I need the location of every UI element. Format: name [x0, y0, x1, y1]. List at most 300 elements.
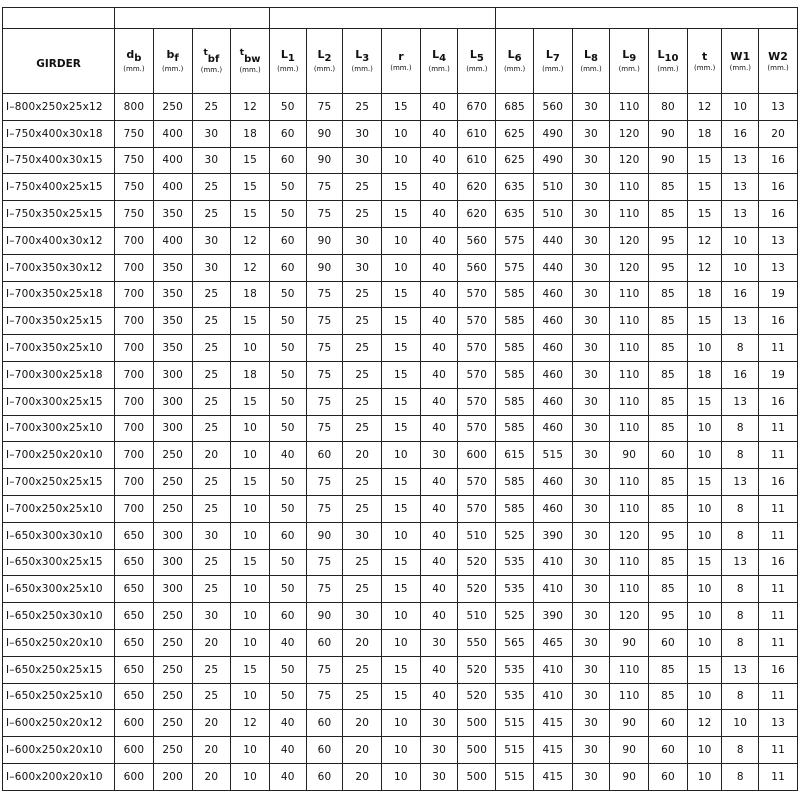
girder-designation-cell: I–750x400x25x15 — [3, 174, 115, 201]
dimension-cell: 25 — [343, 656, 382, 683]
dimension-cell: 440 — [533, 227, 572, 254]
header-symbol: r — [398, 49, 404, 63]
dimension-cell: 30 — [343, 603, 382, 630]
dimension-cell: 85 — [649, 656, 688, 683]
dimension-cell: 15 — [382, 549, 421, 576]
dimension-cell: 650 — [115, 683, 154, 710]
dimension-cell: 25 — [192, 361, 231, 388]
header-unit: (mm.) — [428, 65, 450, 73]
dimension-cell: 12 — [687, 94, 722, 121]
girder-designation-cell: I–700x300x25x10 — [3, 415, 115, 442]
header-girder: GIRDER — [3, 29, 115, 94]
dimension-cell: 30 — [572, 174, 610, 201]
dimension-cell: 60 — [306, 710, 343, 737]
dimension-cell: 415 — [533, 763, 572, 790]
table-row — [3, 737, 798, 764]
dimension-cell: 16 — [759, 388, 798, 415]
dimension-cell: 30 — [420, 442, 458, 469]
dimension-cell: 13 — [722, 174, 759, 201]
dimension-cell: 12 — [231, 710, 270, 737]
girder-designation-cell: I–650x250x20x10 — [3, 629, 115, 656]
dimension-cell: 10 — [231, 603, 270, 630]
dimension-cell: 520 — [458, 576, 496, 603]
dimension-cell: 10 — [687, 603, 722, 630]
dimension-cell: 700 — [115, 495, 154, 522]
table-row — [3, 174, 798, 201]
dimension-cell: 110 — [610, 415, 649, 442]
dimension-cell: 10 — [231, 522, 270, 549]
dimension-cell: 400 — [153, 120, 192, 147]
dimension-cell: 16 — [759, 656, 798, 683]
dimension-cell: 10 — [687, 335, 722, 362]
dimension-cell: 75 — [306, 683, 343, 710]
table-row — [3, 227, 798, 254]
header-col-10 — [458, 29, 496, 94]
dimension-cell: 25 — [343, 94, 382, 121]
header-unit: (mm.) — [239, 66, 261, 74]
dimension-cell: 10 — [382, 442, 421, 469]
dimension-cell: 16 — [759, 469, 798, 496]
dimension-cell: 19 — [759, 281, 798, 308]
dimension-cell: 30 — [572, 94, 610, 121]
dimension-cell: 10 — [231, 737, 270, 764]
dimension-cell: 585 — [496, 361, 534, 388]
dimension-cell: 30 — [572, 227, 610, 254]
dimension-cell: 25 — [192, 415, 231, 442]
dimension-cell: 11 — [759, 442, 798, 469]
dimension-cell: 585 — [496, 308, 534, 335]
dimension-cell: 30 — [572, 522, 610, 549]
table-row — [3, 763, 798, 790]
girder-designation-cell: I–750x350x25x15 — [3, 201, 115, 228]
header-col-18 — [759, 29, 798, 94]
dimension-cell: 30 — [572, 120, 610, 147]
dimension-cell: 60 — [649, 763, 688, 790]
header-symbol: bf — [166, 48, 179, 64]
girder-designation-cell: I–800x250x25x12 — [3, 94, 115, 121]
dimension-cell: 13 — [722, 656, 759, 683]
dimension-cell: 30 — [420, 763, 458, 790]
dimension-cell: 525 — [496, 603, 534, 630]
dimension-cell: 25 — [192, 576, 231, 603]
dimension-cell: 60 — [269, 227, 306, 254]
dimension-cell: 585 — [496, 388, 534, 415]
dimension-cell: 570 — [458, 335, 496, 362]
dimension-cell: 11 — [759, 683, 798, 710]
dimension-cell: 30 — [572, 254, 610, 281]
dimension-cell: 30 — [572, 763, 610, 790]
dimension-cell: 40 — [420, 549, 458, 576]
dimension-cell: 750 — [115, 201, 154, 228]
dimension-cell: 510 — [458, 522, 496, 549]
dimension-cell: 440 — [533, 254, 572, 281]
dimension-cell: 700 — [115, 361, 154, 388]
dimension-cell: 25 — [343, 174, 382, 201]
group-cell-flange-plate — [496, 8, 798, 29]
dimension-cell: 15 — [231, 147, 270, 174]
dimension-cell: 40 — [420, 683, 458, 710]
dimension-cell: 15 — [382, 281, 421, 308]
dimension-cell: 75 — [306, 388, 343, 415]
dimension-cell: 15 — [687, 469, 722, 496]
dimension-cell: 585 — [496, 415, 534, 442]
dimension-cell: 110 — [610, 201, 649, 228]
dimension-cell: 60 — [306, 629, 343, 656]
dimension-cell: 30 — [572, 710, 610, 737]
dimension-cell: 250 — [153, 737, 192, 764]
dimension-cell: 615 — [496, 442, 534, 469]
dimension-cell: 10 — [382, 522, 421, 549]
dimension-cell: 50 — [269, 308, 306, 335]
dimension-cell: 10 — [231, 683, 270, 710]
dimension-cell: 250 — [153, 495, 192, 522]
dimension-cell: 25 — [192, 281, 231, 308]
dimension-cell: 515 — [496, 763, 534, 790]
dimension-cell: 415 — [533, 710, 572, 737]
dimension-cell: 535 — [496, 576, 534, 603]
dimension-cell: 85 — [649, 174, 688, 201]
table-row — [3, 710, 798, 737]
dimension-cell: 40 — [420, 201, 458, 228]
dimension-cell: 15 — [231, 388, 270, 415]
dimension-cell: 75 — [306, 174, 343, 201]
dimension-cell: 490 — [533, 120, 572, 147]
dimension-cell: 30 — [343, 120, 382, 147]
girder-designation-cell: I–700x350x30x12 — [3, 254, 115, 281]
dimension-cell: 40 — [420, 94, 458, 121]
dimension-cell: 15 — [382, 201, 421, 228]
dimension-cell: 40 — [420, 469, 458, 496]
dimension-cell: 30 — [343, 254, 382, 281]
girder-dimension-table — [2, 7, 798, 791]
dimension-cell: 650 — [115, 576, 154, 603]
dimension-cell: 10 — [687, 576, 722, 603]
dimension-cell: 200 — [153, 763, 192, 790]
dimension-cell: 30 — [572, 656, 610, 683]
dimension-cell: 90 — [306, 522, 343, 549]
dimension-cell: 700 — [115, 281, 154, 308]
dimension-cell: 40 — [420, 388, 458, 415]
header-col-2 — [153, 29, 192, 94]
header-col-13 — [572, 29, 610, 94]
dimension-cell: 390 — [533, 603, 572, 630]
dimension-cell: 120 — [610, 147, 649, 174]
dimension-cell: 410 — [533, 656, 572, 683]
dimension-cell: 625 — [496, 120, 534, 147]
dimension-cell: 15 — [382, 308, 421, 335]
header-unit: (mm.) — [542, 65, 564, 73]
girder-designation-cell: I–600x200x20x10 — [3, 763, 115, 790]
dimension-cell: 110 — [610, 174, 649, 201]
dimension-cell: 460 — [533, 388, 572, 415]
header-symbol: L9 — [622, 48, 637, 64]
dimension-cell: 460 — [533, 281, 572, 308]
dimension-cell: 10 — [231, 495, 270, 522]
dimension-cell: 700 — [115, 442, 154, 469]
dimension-cell: 60 — [649, 442, 688, 469]
dimension-cell: 460 — [533, 335, 572, 362]
dimension-cell: 60 — [649, 629, 688, 656]
dimension-cell: 585 — [496, 335, 534, 362]
dimension-cell: 75 — [306, 201, 343, 228]
dimension-cell: 12 — [231, 254, 270, 281]
dimension-cell: 12 — [687, 227, 722, 254]
dimension-cell: 30 — [192, 227, 231, 254]
header-symbol: $^t$bf — [203, 48, 220, 65]
dimension-cell: 11 — [759, 415, 798, 442]
dimension-cell: 110 — [610, 683, 649, 710]
dimension-cell: 30 — [192, 120, 231, 147]
dimension-cell: 15 — [231, 656, 270, 683]
dimension-cell: 20 — [192, 442, 231, 469]
dimension-cell: 8 — [722, 442, 759, 469]
dimension-cell: 85 — [649, 576, 688, 603]
dimension-cell: 110 — [610, 308, 649, 335]
dimension-cell: 15 — [687, 201, 722, 228]
dimension-cell: 11 — [759, 335, 798, 362]
dimension-cell: 20 — [759, 120, 798, 147]
dimension-cell: 15 — [382, 469, 421, 496]
dimension-cell: 110 — [610, 361, 649, 388]
table-row — [3, 469, 798, 496]
dimension-cell: 90 — [306, 120, 343, 147]
table-row — [3, 254, 798, 281]
dimension-cell: 25 — [343, 495, 382, 522]
dimension-cell: 16 — [759, 201, 798, 228]
dimension-cell: 10 — [382, 629, 421, 656]
dimension-cell: 40 — [420, 335, 458, 362]
table-row — [3, 147, 798, 174]
dimension-cell: 685 — [496, 94, 534, 121]
dimension-cell: 25 — [343, 281, 382, 308]
dimension-cell: 11 — [759, 763, 798, 790]
dimension-cell: 85 — [649, 281, 688, 308]
dimension-cell: 15 — [231, 201, 270, 228]
dimension-cell: 13 — [759, 227, 798, 254]
dimension-cell: 15 — [382, 495, 421, 522]
dimension-cell: 10 — [687, 737, 722, 764]
dimension-cell: 10 — [687, 442, 722, 469]
header-unit: (mm.) — [466, 65, 488, 73]
dimension-cell: 250 — [153, 710, 192, 737]
dimension-cell: 15 — [382, 683, 421, 710]
dimension-cell: 250 — [153, 94, 192, 121]
header-col-14 — [610, 29, 649, 94]
dimension-cell: 250 — [153, 629, 192, 656]
dimension-cell: 95 — [649, 227, 688, 254]
dimension-cell: 11 — [759, 522, 798, 549]
dimension-cell: 300 — [153, 549, 192, 576]
table-row — [3, 201, 798, 228]
dimension-cell: 30 — [572, 629, 610, 656]
table-row — [3, 442, 798, 469]
header-col-9 — [420, 29, 458, 94]
dimension-cell: 13 — [722, 201, 759, 228]
dimension-cell: 11 — [759, 603, 798, 630]
dimension-cell: 575 — [496, 254, 534, 281]
header-unit: (mm.) — [580, 65, 602, 73]
dimension-cell: 400 — [153, 227, 192, 254]
dimension-cell: 60 — [306, 763, 343, 790]
dimension-cell: 60 — [269, 147, 306, 174]
dimension-cell: 11 — [759, 495, 798, 522]
dimension-cell: 60 — [306, 442, 343, 469]
dimension-cell: 13 — [722, 388, 759, 415]
dimension-cell: 12 — [231, 94, 270, 121]
dimension-cell: 20 — [192, 763, 231, 790]
table-row — [3, 603, 798, 630]
girder-designation-cell: I–750x400x30x18 — [3, 120, 115, 147]
dimension-cell: 570 — [458, 469, 496, 496]
dimension-cell: 30 — [572, 281, 610, 308]
dimension-cell: 13 — [759, 710, 798, 737]
dimension-cell: 10 — [687, 495, 722, 522]
header-symbol: L10 — [657, 48, 679, 64]
dimension-cell: 15 — [687, 549, 722, 576]
dimension-cell: 570 — [458, 495, 496, 522]
dimension-cell: 30 — [420, 737, 458, 764]
dimension-cell: 10 — [687, 522, 722, 549]
dimension-cell: 25 — [343, 469, 382, 496]
header-col-1 — [115, 29, 154, 94]
table-row — [3, 388, 798, 415]
dimension-cell: 8 — [722, 415, 759, 442]
header-col-15 — [649, 29, 688, 94]
dimension-cell: 40 — [420, 415, 458, 442]
dimension-cell: 10 — [231, 576, 270, 603]
dimension-cell: 460 — [533, 495, 572, 522]
girder-designation-cell: I–650x300x25x15 — [3, 549, 115, 576]
dimension-cell: 10 — [722, 254, 759, 281]
dimension-cell: 20 — [192, 629, 231, 656]
dimension-cell: 95 — [649, 522, 688, 549]
dimension-cell: 40 — [420, 603, 458, 630]
dimension-cell: 460 — [533, 415, 572, 442]
dimension-cell: 600 — [115, 737, 154, 764]
dimension-cell: 510 — [533, 174, 572, 201]
header-col-11 — [496, 29, 534, 94]
table-row — [3, 415, 798, 442]
table-row — [3, 549, 798, 576]
dimension-cell: 10 — [382, 254, 421, 281]
dimension-cell: 10 — [687, 763, 722, 790]
dimension-cell: 8 — [722, 603, 759, 630]
dimension-cell: 40 — [420, 495, 458, 522]
girder-designation-cell: I–650x250x25x10 — [3, 683, 115, 710]
dimension-cell: 350 — [153, 335, 192, 362]
dimension-cell: 75 — [306, 495, 343, 522]
dimension-cell: 520 — [458, 549, 496, 576]
dimension-cell: 570 — [458, 388, 496, 415]
dimension-cell: 120 — [610, 227, 649, 254]
girder-designation-cell: I–700x250x25x10 — [3, 495, 115, 522]
dimension-cell: 110 — [610, 335, 649, 362]
dimension-cell: 30 — [572, 388, 610, 415]
dimension-cell: 18 — [231, 281, 270, 308]
dimension-cell: 20 — [343, 442, 382, 469]
header-unit: (mm.) — [390, 63, 412, 72]
dimension-cell: 90 — [306, 254, 343, 281]
dimension-cell: 10 — [231, 415, 270, 442]
dimension-cell: 60 — [649, 737, 688, 764]
dimension-cell: 350 — [153, 281, 192, 308]
dimension-cell: 85 — [649, 415, 688, 442]
dimension-cell: 20 — [192, 737, 231, 764]
table-row — [3, 308, 798, 335]
dimension-cell: 25 — [192, 201, 231, 228]
dimension-cell: 40 — [420, 361, 458, 388]
dimension-cell: 510 — [458, 603, 496, 630]
dimension-cell: 16 — [722, 361, 759, 388]
dimension-cell: 250 — [153, 469, 192, 496]
dimension-cell: 40 — [269, 442, 306, 469]
dimension-cell: 16 — [759, 549, 798, 576]
header-unit: (mm.) — [123, 65, 145, 73]
table-row — [3, 522, 798, 549]
dimension-cell: 75 — [306, 656, 343, 683]
dimension-cell: 25 — [192, 495, 231, 522]
dimension-cell: 90 — [306, 147, 343, 174]
dimension-cell: 585 — [496, 469, 534, 496]
dimension-cell: 15 — [382, 415, 421, 442]
table-row — [3, 120, 798, 147]
table-row — [3, 495, 798, 522]
dimension-cell: 585 — [496, 281, 534, 308]
dimension-cell: 50 — [269, 281, 306, 308]
dimension-cell: 60 — [306, 737, 343, 764]
dimension-cell: 10 — [382, 763, 421, 790]
dimension-cell: 85 — [649, 361, 688, 388]
header-col-7 — [343, 29, 382, 94]
dimension-cell: 8 — [722, 683, 759, 710]
dimension-cell: 525 — [496, 522, 534, 549]
dimension-cell: 25 — [192, 308, 231, 335]
dimension-cell: 300 — [153, 415, 192, 442]
header-symbol: L1 — [280, 48, 295, 64]
dimension-cell: 600 — [115, 763, 154, 790]
dimension-cell: 250 — [153, 683, 192, 710]
dimension-cell: 410 — [533, 549, 572, 576]
dimension-cell: 50 — [269, 201, 306, 228]
dimension-cell: 75 — [306, 415, 343, 442]
dimension-cell: 15 — [382, 576, 421, 603]
dimension-cell: 560 — [458, 227, 496, 254]
dimension-cell: 10 — [382, 147, 421, 174]
dimension-cell: 90 — [306, 603, 343, 630]
dimension-cell: 570 — [458, 361, 496, 388]
table-row — [3, 656, 798, 683]
dimension-cell: 18 — [231, 361, 270, 388]
dimension-cell: 90 — [649, 147, 688, 174]
dimension-cell: 400 — [153, 174, 192, 201]
dimension-cell: 40 — [420, 174, 458, 201]
dimension-cell: 30 — [572, 415, 610, 442]
dimension-cell: 40 — [420, 576, 458, 603]
dimension-cell: 350 — [153, 201, 192, 228]
dimension-cell: 300 — [153, 361, 192, 388]
dimension-cell: 75 — [306, 335, 343, 362]
dimension-cell: 95 — [649, 603, 688, 630]
group-cell-girder — [3, 8, 115, 29]
dimension-cell: 700 — [115, 415, 154, 442]
dimension-cell: 610 — [458, 120, 496, 147]
dimension-cell: 40 — [269, 763, 306, 790]
dimension-cell: 515 — [496, 710, 534, 737]
dimension-cell: 570 — [458, 281, 496, 308]
dimension-cell: 8 — [722, 495, 759, 522]
dimension-cell: 510 — [533, 201, 572, 228]
dimension-cell: 700 — [115, 335, 154, 362]
